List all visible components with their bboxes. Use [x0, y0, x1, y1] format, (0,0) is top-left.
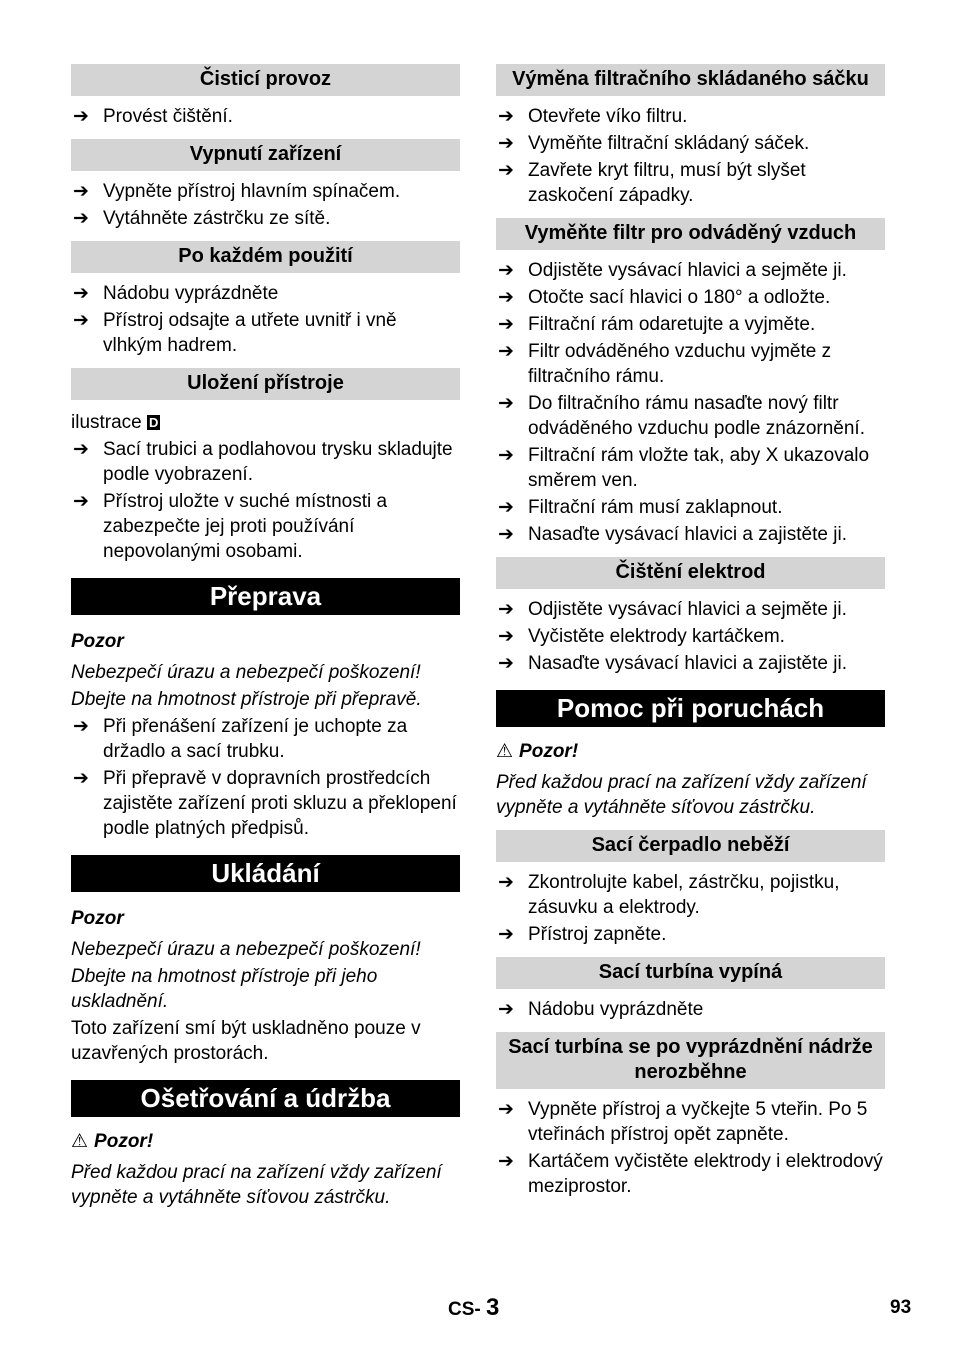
storage-text: Toto zařízení smí být uskladněno pouze v uzavřených prostorách.: [71, 1018, 421, 1064]
warning-triangle-icon: ⚠: [71, 1131, 89, 1152]
right-column: [496, 64, 885, 1201]
list-item: ➔ Vypněte přístroj hlavním spínačem.: [73, 181, 401, 202]
heading-cistici-provoz: Čisticí provoz: [71, 64, 460, 96]
list-item: ➔ Při přepravě v dopravních prostředcích zajistěte zařízení proti skluzu a překlopení podle platných předpisů.: [73, 768, 457, 839]
list-item: ➔ Vypněte přístroj a vyčkejte 5 vteřin. Po 5 vteřinách přístroj opět zapněte.: [498, 1099, 868, 1145]
list-item: ➔ Vytáhněte zástrčku ze sítě.: [73, 208, 331, 229]
list-item: ➔ Při přenášení zařízení je uchopte za držadlo a sací trubku.: [73, 716, 408, 762]
list-item: ➔ Nádobu vyprázdněte: [498, 999, 704, 1020]
heading-osetrovani: Ošetřování a údržba: [71, 1080, 460, 1117]
list-item: ➔ Přístroj zapněte.: [498, 924, 667, 945]
arrow-right-icon: ➔: [498, 133, 514, 154]
warning-text: Před každou prací na zařízení vždy zařízení vypněte a vytáhněte síťovou zástrčku.: [71, 1162, 442, 1208]
arrow-right-icon: ➔: [498, 626, 514, 647]
list-item: ➔ Do filtračního rámu nasaďte nový filtr odváděného vzduchu podle znázornění.: [498, 393, 865, 439]
arrow-right-icon: ➔: [73, 106, 89, 127]
heading-vypnuti: Vypnutí zařízení: [71, 139, 460, 171]
list-item: ➔ Otočte sací hlavici o 180° a odložte.: [498, 287, 831, 308]
arrow-right-icon: ➔: [73, 208, 89, 229]
list-item: ➔ Vyčistěte elektrody kartáčkem.: [498, 626, 785, 647]
heading-turbina-vypina: Sací turbína vypíná: [496, 957, 885, 989]
footer-section-code: CS- 3: [448, 1294, 500, 1321]
arrow-right-icon: ➔: [498, 999, 514, 1020]
arrow-right-icon: ➔: [498, 260, 514, 281]
arrow-right-icon: ➔: [498, 497, 514, 518]
arrow-right-icon: ➔: [498, 160, 514, 181]
list-item: ➔ Nasaďte vysávací hlavici a zajistěte ji.: [498, 524, 847, 545]
arrow-right-icon: ➔: [498, 1099, 514, 1120]
arrow-right-icon: ➔: [498, 524, 514, 545]
list-item: ➔ Přístroj odsajte a utřete uvnitř i vně vlhkým hadrem.: [73, 310, 397, 356]
heading-vymena-sacku: Výměna filtračního skládaného sáčku: [496, 64, 885, 96]
list-item: ➔ Filtrační rám odaretujte a vyjměte.: [498, 314, 816, 335]
list-item: ➔ Filtrační rám vložte tak, aby X ukazovalo směrem ven.: [498, 445, 870, 491]
arrow-right-icon: ➔: [498, 106, 514, 127]
caution-line: Dbejte na hmotnost přístroje při přepravě.: [71, 689, 422, 710]
arrow-right-icon: ➔: [498, 599, 514, 620]
list-item: ➔ Odjistěte vysávací hlavici a sejměte ji.: [498, 599, 847, 620]
warning-text: Před každou prací na zařízení vždy zařízení vypněte a vytáhněte síťovou zástrčku.: [496, 772, 867, 818]
arrow-right-icon: ➔: [73, 439, 89, 460]
warning-title: ⚠ Pozor!: [496, 741, 579, 762]
arrow-right-icon: ➔: [73, 181, 89, 202]
illustration-ref: ilustrace D: [71, 412, 159, 433]
caution-title: Pozor: [71, 631, 124, 652]
heading-ukladani: Ukládání: [71, 855, 460, 892]
arrow-right-icon: ➔: [498, 287, 514, 308]
list-item: ➔ Kartáčem vyčistěte elektrody i elektrodový meziprostor.: [498, 1151, 883, 1197]
list-item: ➔ Přístroj uložte v suché místnosti a zabezpečte jej proti používání nepovolanými osobami.: [73, 491, 388, 562]
list-item: ➔ Zavřete kryt filtru, musí být slyšet zaskočení západky.: [498, 160, 806, 206]
arrow-right-icon: ➔: [498, 872, 514, 893]
list-item: ➔ Provést čištění.: [73, 106, 233, 127]
left-column: [71, 64, 460, 1212]
list-item: ➔ Nasaďte vysávací hlavici a zajistěte ji.: [498, 653, 847, 674]
arrow-right-icon: ➔: [73, 716, 89, 737]
illustration-badge: D: [149, 415, 159, 430]
caution-line: Dbejte na hmotnost přístroje při jeho uskladnění.: [71, 966, 378, 1012]
arrow-right-icon: ➔: [73, 768, 89, 789]
list-item: ➔ Nádobu vyprázdněte: [73, 283, 279, 304]
arrow-right-icon: ➔: [73, 491, 89, 512]
heading-po-kazdem-pouziti: Po každém použití: [71, 241, 460, 273]
arrow-right-icon: ➔: [73, 283, 89, 304]
arrow-right-icon: ➔: [498, 653, 514, 674]
heading-preprava: Přeprava: [71, 578, 460, 615]
arrow-right-icon: ➔: [498, 1151, 514, 1172]
warning-triangle-icon: ⚠: [496, 741, 514, 762]
heading-vymena-filtru: Vyměňte filtr pro odváděný vzduch: [496, 218, 885, 250]
heading-cerpadlo: Sací čerpadlo neběží: [496, 830, 885, 862]
heading-pomoc: Pomoc při poruchách: [496, 690, 885, 727]
warning-title: ⚠ Pozor!: [71, 1131, 154, 1152]
arrow-right-icon: ➔: [498, 924, 514, 945]
arrow-right-icon: ➔: [73, 310, 89, 331]
heading-turbina-nerozbehne: Sací turbína se po vyprázdnění nádrže nerozběhne: [496, 1032, 885, 1089]
arrow-right-icon: ➔: [498, 341, 514, 362]
caution-title: Pozor: [71, 908, 124, 929]
arrow-right-icon: ➔: [498, 393, 514, 414]
arrow-right-icon: ➔: [498, 314, 514, 335]
list-item: ➔ Zkontrolujte kabel, zástrčku, pojistku, zásuvku a elektrody.: [498, 872, 840, 918]
caution-line: Nebezpečí úrazu a nebezpečí poškození!: [71, 939, 421, 960]
list-item: ➔ Otevřete víko filtru.: [498, 106, 688, 127]
heading-cisteni-elektrod: Čištění elektrod: [496, 557, 885, 589]
list-item: ➔ Vyměňte filtrační skládaný sáček.: [498, 133, 810, 154]
list-item: ➔ Filtrační rám musí zaklapnout.: [498, 497, 783, 518]
caution-line: Nebezpečí úrazu a nebezpečí poškození!: [71, 662, 421, 683]
list-item: ➔ Sací trubici a podlahovou trysku skladujte podle vyobrazení.: [73, 439, 453, 485]
heading-ulozeni: Uložení přístroje: [71, 368, 460, 400]
arrow-right-icon: ➔: [498, 445, 514, 466]
list-item: ➔ Odjistěte vysávací hlavici a sejměte ji.: [498, 260, 847, 281]
page-number: 93: [890, 1297, 912, 1318]
list-item: ➔ Filtr odváděného vzduchu vyjměte z filtračního rámu.: [498, 341, 832, 387]
